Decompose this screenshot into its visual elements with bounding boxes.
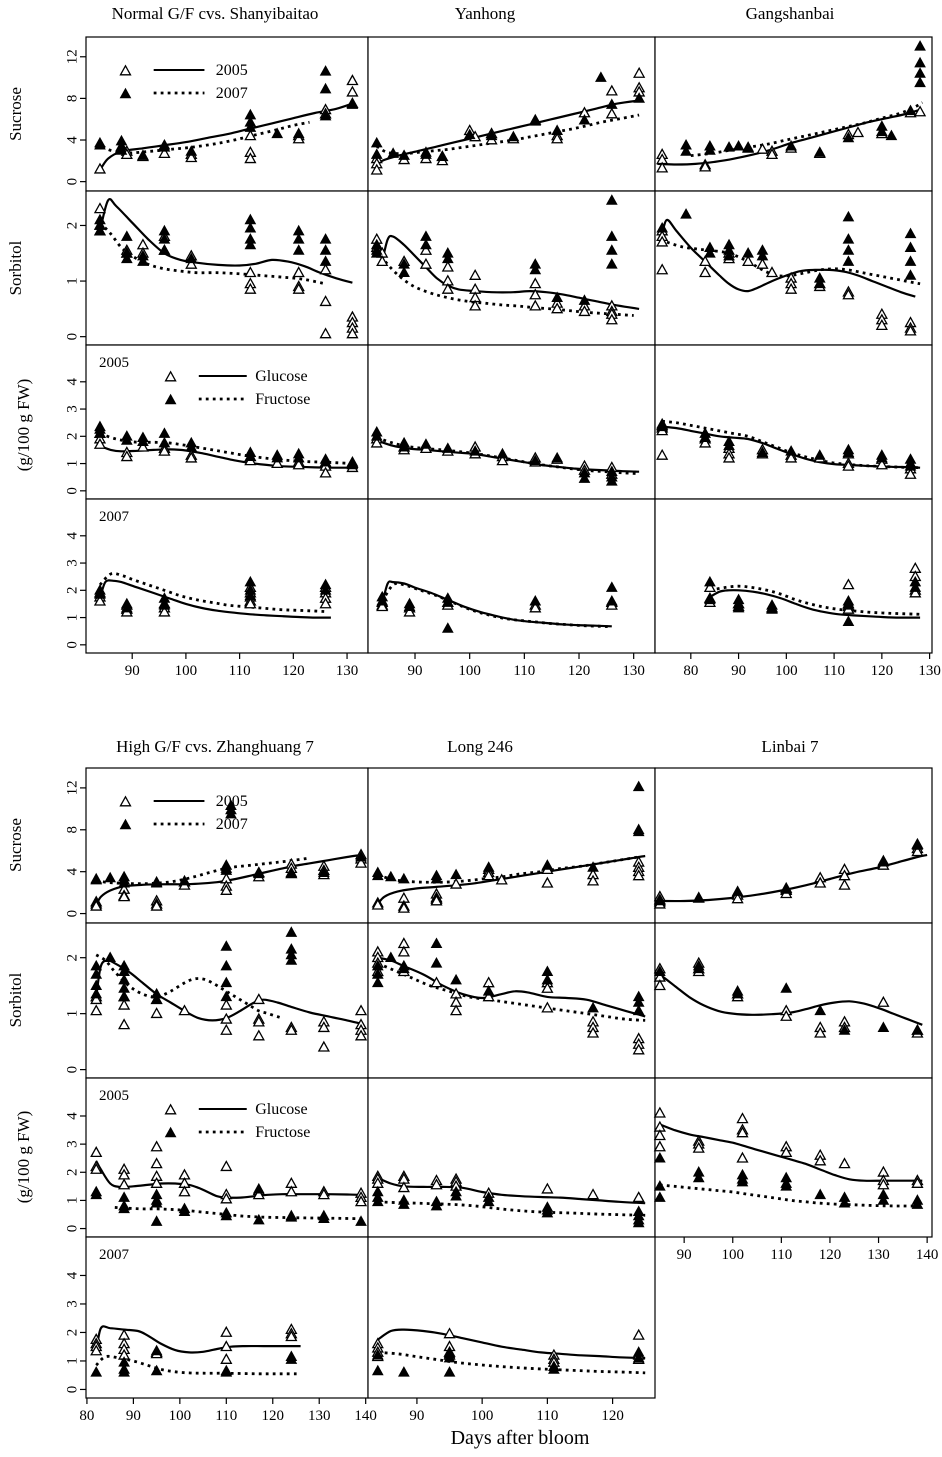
x-tick-label: 100 <box>458 663 481 679</box>
y-tick-label: 0 <box>64 641 81 649</box>
legend-label: 2005 <box>215 793 248 810</box>
x-tick-label: 110 <box>228 663 251 679</box>
panel-bg <box>368 499 655 653</box>
panel-bg <box>368 1078 655 1237</box>
y-tick-label: 0 <box>64 177 81 186</box>
panel-year-label: 2005 <box>99 355 129 371</box>
y-tick-label: 4 <box>64 532 81 540</box>
x-tick-label: 120 <box>870 663 894 679</box>
legend-label: Fructose <box>255 1124 311 1141</box>
x-tick-label: 130 <box>335 663 359 679</box>
y-tick-label: 0 <box>64 1065 81 1074</box>
y-tick-label: 8 <box>64 94 81 103</box>
block-title-top-1: Normal G/F cvs. Shanyibaitao <box>111 4 319 23</box>
y-tick-label: 8 <box>64 826 81 834</box>
x-tick-label: 120 <box>282 663 305 679</box>
legend-label: Fructose <box>255 391 311 408</box>
legend-label: 2005 <box>215 62 248 79</box>
panel-top-sorbitol-gangshanbai <box>655 191 932 345</box>
x-tick-label: 110 <box>536 1408 559 1424</box>
panel-bottom-sorbitol-long246 <box>368 923 655 1078</box>
panel-bottom-sucrose-long246 <box>368 768 655 923</box>
x-tick-label: 100 <box>174 663 198 679</box>
panel-bg <box>368 768 655 923</box>
panel-year-label: 2005 <box>99 1088 129 1104</box>
y-tick-label: 4 <box>64 1271 81 1280</box>
x-tick-label: 120 <box>601 1408 624 1424</box>
panel-bg <box>655 345 932 499</box>
legend-label: Glucose <box>255 1101 308 1118</box>
panel-year-label: 2007 <box>99 509 129 525</box>
legend-label: 2007 <box>215 816 248 833</box>
panel-top-sorbitol-yanhong <box>368 191 655 345</box>
x-tick-label: 100 <box>721 1247 745 1263</box>
x-tick-label: 130 <box>867 1247 890 1263</box>
x-tick-label: 120 <box>261 1408 285 1424</box>
x-tick-label: 90 <box>676 1247 692 1263</box>
x-tick-label: 140 <box>354 1408 377 1424</box>
x-tick-label: 100 <box>775 663 798 679</box>
x-tick-label: 130 <box>307 1408 331 1424</box>
y-tick-label: 4 <box>64 1112 81 1120</box>
y-tick-label: 0 <box>64 1224 81 1233</box>
y-axis-label-sorbitol-bottom: Sorbitol <box>6 972 25 1028</box>
y-tick-label: 2 <box>64 953 81 962</box>
y-tick-label: 1 <box>64 277 81 285</box>
panel-bottom-sucrose-linbai7 <box>655 768 932 923</box>
y-tick-label: 3 <box>64 559 81 567</box>
x-tick-label: 140 <box>915 1247 939 1263</box>
y-tick-label: 4 <box>64 378 81 386</box>
panel-bottom-2005-linbai7 <box>655 1078 939 1263</box>
y-tick-label: 2 <box>64 221 81 230</box>
y-tick-label: 0 <box>64 332 81 341</box>
x-axis-label: Days after bloom <box>450 1427 590 1449</box>
y-tick-label: 3 <box>64 1140 81 1148</box>
panel-top-2005-gangshanbai <box>655 345 932 499</box>
panel-bg <box>655 37 932 191</box>
panel-bg <box>655 191 932 345</box>
x-tick-label: 100 <box>168 1408 192 1424</box>
y-tick-label: 12 <box>64 49 81 65</box>
y-axis-label-sucrose-top: Sucrose <box>6 87 25 141</box>
panel-top-sorbitol-shanyibaitao <box>64 191 368 345</box>
x-tick-label: 90 <box>124 663 140 679</box>
y-tick-label: 3 <box>64 1300 81 1308</box>
panel-bg <box>368 1237 655 1398</box>
x-tick-label: 80 <box>79 1408 95 1424</box>
y-tick-label: 1 <box>64 1357 81 1365</box>
panel-top-2005-yanhong <box>368 345 655 499</box>
panel-top-2007-yanhong <box>368 499 655 679</box>
y-tick-label: 0 <box>64 1385 81 1394</box>
y-tick-label: 1 <box>64 459 81 468</box>
panel-bg <box>368 923 655 1078</box>
panel-bg <box>655 1078 932 1237</box>
x-tick-label: 130 <box>918 663 941 679</box>
panel-year-label: 2007 <box>99 1247 129 1263</box>
block-title-bottom-2: Long 246 <box>447 737 513 756</box>
y-tick-label: 4 <box>64 136 81 144</box>
x-tick-label: 120 <box>818 1247 842 1263</box>
panel-bottom-sorbitol-zhanghuang7 <box>64 923 368 1078</box>
y-axis-label-sucrose-bottom: Sucrose <box>6 818 25 872</box>
panel-top-2005-shanyibaitao <box>64 345 368 499</box>
panel-bottom-2007-long246 <box>368 1237 655 1424</box>
block-title-top-3: Gangshanbai <box>745 4 835 23</box>
y-tick-label: 4 <box>64 867 81 876</box>
x-tick-label: 100 <box>470 1408 494 1424</box>
legend-label: Glucose <box>255 368 308 385</box>
x-tick-label: 110 <box>823 663 846 679</box>
y-tick-label: 2 <box>64 586 81 595</box>
x-tick-label: 110 <box>215 1408 238 1424</box>
block-title-bottom-1: High G/F cvs. Zhanghuang 7 <box>116 737 314 756</box>
x-tick-label: 80 <box>683 663 699 679</box>
block-title-top-2: Yanhong <box>454 4 516 23</box>
panel-bottom-2005-zhanghuang7 <box>64 1078 368 1237</box>
block-title-bottom-3: Linbai 7 <box>761 737 819 756</box>
y-tick-label: 1 <box>64 613 81 622</box>
panel-bottom-sucrose-zhanghuang7 <box>64 768 368 923</box>
panel-top-sucrose-shanyibaitao <box>64 37 368 191</box>
panel-top-sucrose-gangshanbai <box>655 37 932 191</box>
panel-top-2007-gangshanbai <box>655 499 941 679</box>
y-axis-label-units-bottom: (g/100 g FW) <box>14 1110 33 1204</box>
y-tick-label: 1 <box>64 1009 81 1018</box>
panel-bottom-2005-long246 <box>368 1078 655 1237</box>
y-tick-label: 0 <box>64 487 81 495</box>
panel-top-2007-shanyibaitao <box>64 499 368 679</box>
x-tick-label: 90 <box>407 663 423 679</box>
x-tick-label: 90 <box>731 663 747 679</box>
x-tick-label: 90 <box>409 1408 425 1424</box>
y-tick-label: 1 <box>64 1196 81 1205</box>
legend-label: 2007 <box>215 85 248 102</box>
x-tick-label: 120 <box>567 663 591 679</box>
x-tick-label: 130 <box>622 663 645 679</box>
y-axis-label-sorbitol-top: Sorbitol <box>6 240 25 296</box>
y-tick-label: 0 <box>64 909 81 918</box>
panel-bottom-2007-zhanghuang7 <box>64 1237 376 1424</box>
panel-top-sucrose-yanhong <box>368 37 655 191</box>
y-axis-label-units-top: (g/100 g FW) <box>14 378 33 472</box>
x-tick-label: 110 <box>770 1247 793 1263</box>
panel-bg <box>655 499 932 653</box>
y-tick-label: 2 <box>64 1328 81 1337</box>
y-tick-label: 3 <box>64 405 81 413</box>
y-tick-label: 2 <box>64 432 81 441</box>
x-tick-label: 90 <box>125 1408 141 1424</box>
x-tick-label: 110 <box>513 663 536 679</box>
y-tick-label: 12 <box>64 780 81 796</box>
panel-bottom-sorbitol-linbai7 <box>655 923 932 1078</box>
y-tick-label: 2 <box>64 1168 81 1177</box>
